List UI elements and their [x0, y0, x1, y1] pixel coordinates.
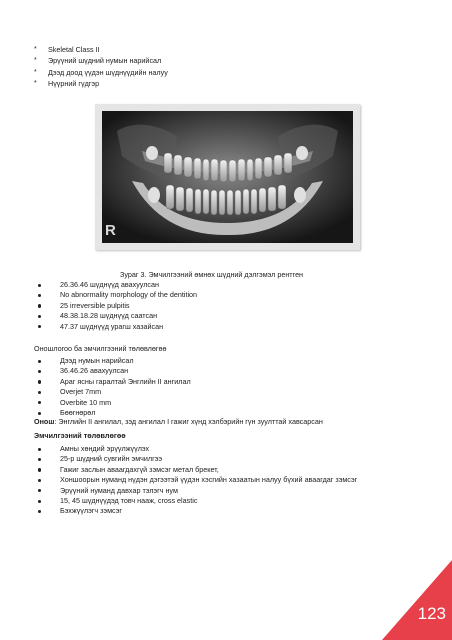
- findings-list: [34, 280, 197, 332]
- list-item: 26.36.46 шүднүүд авахуулсан: [34, 280, 197, 290]
- problems-heading: Оношлогоо ба эмчилгээний төлөвлөгөө: [34, 344, 167, 353]
- xray-figure: [95, 104, 360, 250]
- asterisk-bullet-icon: *: [34, 46, 37, 53]
- asterisk-bullet-icon: *: [34, 57, 37, 65]
- list-item: Амны хөндий эрүүлжүүлэх: [34, 444, 357, 454]
- intro-list: [34, 44, 168, 90]
- list-item: Дээд нумын нарийсал: [34, 356, 191, 366]
- corner-triangle-decoration: [382, 560, 452, 640]
- list-item: Эрүүний нуманд давхар тэлэгч нум: [34, 486, 357, 496]
- figure-caption: Зураг 3. Эмчилгээний өмнөх шүдний дэлгэмэл рентген: [120, 270, 304, 279]
- list-item: * Нүүрний гүдгэр: [34, 79, 100, 89]
- list-item: 48.38.18.28 шүднүүд саатсан: [34, 311, 197, 321]
- list-item: 25 irreversible pulpitis: [34, 301, 197, 311]
- diagnosis-line: [34, 417, 323, 426]
- plan-list: [34, 444, 357, 517]
- list-item: * Skeletal Class II: [34, 45, 100, 54]
- list-item: 25-р шүдний сувгийн эмчилгээ: [34, 454, 357, 464]
- xray-side-marker: R: [105, 222, 116, 239]
- list-item: 47.37 шүднүүд урагш хазайсан: [34, 322, 197, 332]
- list-item: * Эрүүний шүдний нумын нарийсал: [34, 56, 162, 66]
- page-number: 123: [417, 604, 446, 623]
- list-item: Overjet 7mm: [34, 387, 191, 397]
- diagnosis-label: Онош: [34, 417, 55, 426]
- list-item: Overbite 10 mm: [34, 398, 191, 408]
- list-item: Бөөгнөрөл: [34, 408, 191, 418]
- panoramic-xray-image: [102, 111, 353, 243]
- list-item: * Дээд доод үүдэн шүднүүдийн налуу: [34, 67, 168, 77]
- diagnosis-text: : Энглийн II ангилал, зэд ангилал I гажиг хүнд хэлбэрийн гүн зуулттай хавсарсан: [54, 417, 323, 426]
- problems-list: [34, 356, 191, 418]
- asterisk-bullet-icon: *: [34, 80, 37, 88]
- asterisk-bullet-icon: *: [34, 68, 37, 76]
- list-item: Бэхжүүлэгч зэмсэг: [34, 506, 357, 516]
- list-item: No abnormality morphology of the dentition: [34, 290, 197, 300]
- xray-illustration: [102, 111, 353, 243]
- list-item: Араг ясны гаралтай Энглийн II ангилал: [34, 377, 191, 387]
- list-item: Гажиг заслын аваагдахгүй зэмсэг метал брекет,: [34, 465, 357, 475]
- list-item: Хоншоорын нуманд нүдэн дэгээтэй үүдэн хэсгийн хазаатын налуу бүхий аваагдаг зэмсэг: [34, 475, 357, 485]
- list-item: 36.46.26 авахуулсан: [34, 366, 191, 376]
- plan-heading: Эмчилгээний төлөвлөгөө: [34, 431, 126, 440]
- list-item: 15, 45 шүднүүдэд товч нааж, cross elastic: [34, 496, 357, 506]
